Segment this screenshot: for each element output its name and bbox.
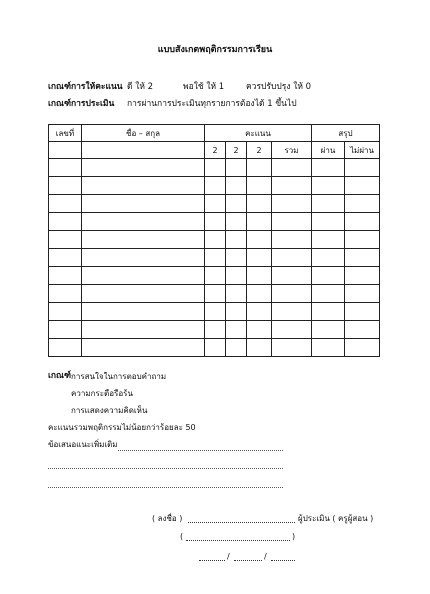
- table-row: [49, 285, 380, 303]
- table-row: [49, 267, 380, 285]
- notes-item-1: การสนใจในการตอบคำถาม: [71, 372, 167, 381]
- evaluator-role: ผู้ประเมิน ( ครูผู้สอน ): [298, 514, 374, 523]
- name-close-paren: ): [292, 532, 296, 541]
- table-cell[interactable]: [345, 339, 380, 357]
- table-cell[interactable]: [312, 303, 345, 321]
- subheader-score-2: 2: [226, 142, 247, 159]
- table-cell[interactable]: [272, 285, 312, 303]
- criteria-good: ดี ให้ 2: [127, 82, 154, 92]
- header-name: ชื่อ – สกุล: [82, 125, 205, 142]
- table-cell[interactable]: [312, 339, 345, 357]
- table-cell[interactable]: [226, 321, 247, 339]
- header-summary: สรุป: [312, 125, 380, 142]
- suggestion-line-2[interactable]: [48, 468, 283, 469]
- table-cell[interactable]: [247, 231, 272, 249]
- table-cell[interactable]: [49, 303, 82, 321]
- table-cell[interactable]: [205, 213, 226, 231]
- table-cell[interactable]: [272, 231, 312, 249]
- sign-prefix: ( ลงชื่อ ): [152, 514, 183, 523]
- table-row: [49, 303, 380, 321]
- signature-line[interactable]: [188, 522, 295, 523]
- table-cell[interactable]: [82, 285, 205, 303]
- printed-name-line[interactable]: [186, 540, 290, 541]
- table-cell[interactable]: [226, 267, 247, 285]
- header-number: เลขที่: [49, 125, 82, 142]
- table-cell[interactable]: [226, 177, 247, 195]
- table-cell[interactable]: [205, 177, 226, 195]
- subheader-blank: [49, 142, 82, 159]
- table-cell[interactable]: [49, 267, 82, 285]
- table-cell[interactable]: [226, 339, 247, 357]
- table-row: [49, 159, 380, 177]
- table-cell[interactable]: [312, 159, 345, 177]
- table-cell[interactable]: [226, 303, 247, 321]
- table-cell[interactable]: [205, 321, 226, 339]
- date-separator-1: /: [227, 552, 230, 561]
- table-cell[interactable]: [205, 159, 226, 177]
- header-score: คะแนน: [205, 125, 312, 142]
- table-cell[interactable]: [312, 213, 345, 231]
- table-cell[interactable]: [226, 249, 247, 267]
- table-cell[interactable]: [82, 231, 205, 249]
- table-cell[interactable]: [312, 321, 345, 339]
- subheader-pass: ผ่าน: [312, 142, 345, 159]
- table-cell[interactable]: [272, 159, 312, 177]
- table-cell[interactable]: [345, 321, 380, 339]
- table-cell[interactable]: [82, 195, 205, 213]
- suggestion-line-1[interactable]: [118, 450, 283, 451]
- table-cell[interactable]: [345, 249, 380, 267]
- table-cell[interactable]: [247, 177, 272, 195]
- table-cell[interactable]: [345, 303, 380, 321]
- table-row: [49, 177, 380, 195]
- table-cell[interactable]: [247, 285, 272, 303]
- table-cell[interactable]: [205, 195, 226, 213]
- subheader-score-3: 2: [247, 142, 272, 159]
- table-cell[interactable]: [312, 195, 345, 213]
- name-open-paren: (: [180, 532, 184, 541]
- eval-criteria-label: เกณฑ์การประเมิน: [48, 99, 115, 109]
- subheader-fail: ไม่ผ่าน: [345, 142, 380, 159]
- table-cell[interactable]: [205, 267, 226, 285]
- table-row: [49, 249, 380, 267]
- table-cell[interactable]: [205, 285, 226, 303]
- table-cell[interactable]: [205, 231, 226, 249]
- pass-rule: คะแนนรวมพฤติกรรมไม่น้อยกว่าร้อยละ 50: [48, 423, 196, 432]
- table-body: [49, 159, 380, 357]
- subheader-score-1: 2: [205, 142, 226, 159]
- table-row: [49, 321, 380, 339]
- table-cell[interactable]: [49, 321, 82, 339]
- table-cell[interactable]: [345, 177, 380, 195]
- table-cell[interactable]: [272, 321, 312, 339]
- table-cell[interactable]: [247, 339, 272, 357]
- score-criteria-label: เกณฑ์การให้คะแนน: [48, 82, 123, 92]
- table-row: [49, 213, 380, 231]
- table-cell[interactable]: [272, 213, 312, 231]
- table-cell[interactable]: [247, 159, 272, 177]
- table-cell[interactable]: [247, 195, 272, 213]
- table-cell[interactable]: [345, 195, 380, 213]
- table-cell[interactable]: [312, 249, 345, 267]
- table-cell[interactable]: [226, 213, 247, 231]
- date-month-line[interactable]: [234, 560, 262, 561]
- eval-criteria-text: การผ่านการประเมินทุกรายการต้องได้ 1 ขึ้นไป: [127, 99, 297, 109]
- notes-item-3: การแสดงความคิดเห็น: [71, 406, 148, 415]
- notes-item-2: ความกระตือรือร้น: [71, 389, 133, 398]
- criteria-fair: พอใช้ ให้ 1: [183, 82, 225, 92]
- table-cell[interactable]: [247, 321, 272, 339]
- table-cell[interactable]: [82, 249, 205, 267]
- table-cell[interactable]: [345, 213, 380, 231]
- table-cell[interactable]: [49, 285, 82, 303]
- table-row: [49, 231, 380, 249]
- table-cell[interactable]: [345, 159, 380, 177]
- table-cell[interactable]: [226, 159, 247, 177]
- table-cell[interactable]: [205, 249, 226, 267]
- table-row: [49, 339, 380, 357]
- table-cell[interactable]: [49, 231, 82, 249]
- table-cell[interactable]: [272, 177, 312, 195]
- table-cell[interactable]: [82, 339, 205, 357]
- table-cell[interactable]: [226, 195, 247, 213]
- table-cell[interactable]: [345, 231, 380, 249]
- table-cell[interactable]: [247, 267, 272, 285]
- table-cell[interactable]: [345, 285, 380, 303]
- table-cell[interactable]: [312, 267, 345, 285]
- table-cell[interactable]: [205, 303, 226, 321]
- suggestion-line-3[interactable]: [48, 487, 283, 488]
- page-title: แบบสังเกตพฤติกรรมการเรียน: [157, 45, 273, 55]
- notes-label: เกณฑ์: [48, 371, 71, 381]
- table-cell[interactable]: [82, 267, 205, 285]
- table-cell[interactable]: [247, 249, 272, 267]
- table-cell[interactable]: [312, 231, 345, 249]
- table-cell[interactable]: [82, 303, 205, 321]
- table-cell[interactable]: [49, 159, 82, 177]
- score-table: [48, 124, 380, 357]
- subheader-total: รวม: [272, 142, 312, 159]
- suggestion-label: ข้อเสนอแนะเพิ่มเติม: [48, 440, 118, 449]
- criteria-improve: ควรปรับปรุง ให้ 0: [246, 82, 312, 92]
- table-cell[interactable]: [247, 303, 272, 321]
- table-cell[interactable]: [205, 339, 226, 357]
- table-cell[interactable]: [312, 285, 345, 303]
- table-cell[interactable]: [49, 339, 82, 357]
- table-cell[interactable]: [272, 339, 312, 357]
- table-cell[interactable]: [49, 177, 82, 195]
- table-cell[interactable]: [272, 267, 312, 285]
- table-cell[interactable]: [345, 267, 380, 285]
- table-cell[interactable]: [49, 249, 82, 267]
- table-cell[interactable]: [49, 213, 82, 231]
- table-cell[interactable]: [82, 159, 205, 177]
- table-cell[interactable]: [272, 195, 312, 213]
- table-cell[interactable]: [49, 195, 82, 213]
- table-cell[interactable]: [226, 231, 247, 249]
- table-row: [49, 195, 380, 213]
- table-cell[interactable]: [247, 213, 272, 231]
- table-cell[interactable]: [82, 213, 205, 231]
- date-day-line[interactable]: [199, 560, 225, 561]
- subheader-blank: [82, 142, 205, 159]
- date-separator-2: /: [264, 552, 267, 561]
- date-year-line[interactable]: [271, 560, 295, 561]
- table-cell[interactable]: [82, 177, 205, 195]
- table-cell[interactable]: [312, 177, 345, 195]
- table-cell[interactable]: [272, 303, 312, 321]
- table-cell[interactable]: [226, 285, 247, 303]
- table-cell[interactable]: [272, 249, 312, 267]
- table-cell[interactable]: [82, 321, 205, 339]
